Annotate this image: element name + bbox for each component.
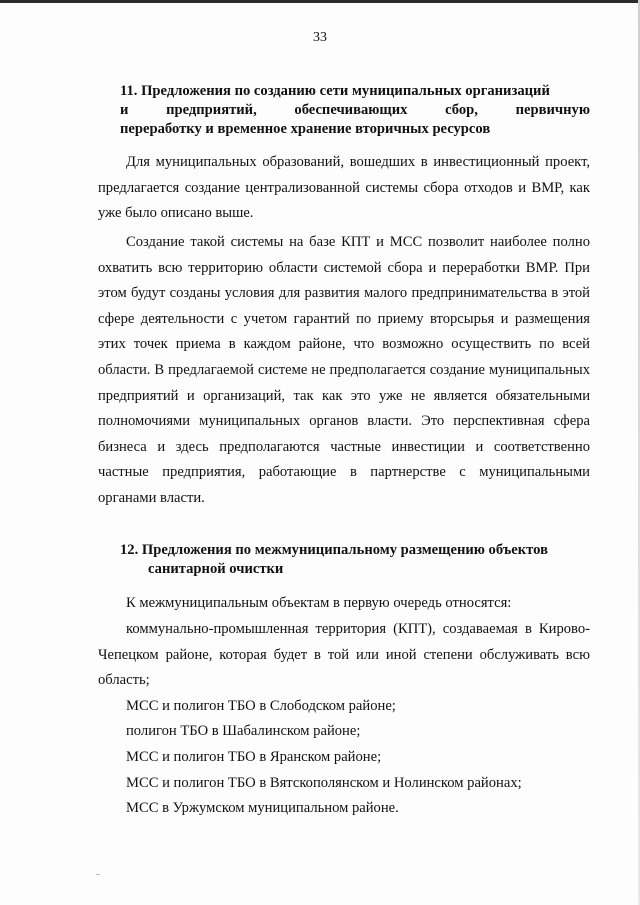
section-12-intro xyxy=(98,591,590,617)
list-item: МСС и полигон ТБО в Яранском районе; xyxy=(126,748,382,765)
scan-top-border xyxy=(0,0,640,3)
section-12-heading-line-2: санитарной очистки xyxy=(148,561,284,577)
section-11-heading-line-3: переработку и временное хранение вторичных ресурсов xyxy=(120,121,491,137)
section-12-intro-text: К межмуниципальным объектам в первую очередь относятся: xyxy=(126,595,512,611)
section-11-paragraph-2 xyxy=(98,230,590,512)
paragraph-2-text: Создание такой системы на базе КПТ и МСС позволит наиболее полно охватить всю территорию области системой сбора и переработки ВМР. При этом будут созданы условия для развития малого предпринимательства в этой сфере деятельности с учетом гарантий по приему вторсырья и размещения этих точек приема в каждом районе, что возможно осуществить по всей области. В предлагаемой системе не предполагается создание муниципальных предприятий и организаций, так как это уже не является обязательными полномочиями муниципальных органов власти. Это перспективная сфера бизнеса и здесь предполагаются частные инвестиции и соответственно частные предприятия, работающие в партнерстве с муниципальными органами власти. xyxy=(98,234,590,506)
list-item: МСС в Уржумском муниципальном районе. xyxy=(126,800,399,817)
list-item: МСС и полигон ТБО в Слободском районе; xyxy=(126,697,396,714)
list-item: коммунально-промышленная территория (КПТ), создаваемая в Кирово-Чепецком районе, которая будет в той или иной степени обслуживать всю область; xyxy=(98,621,590,689)
section-12-heading-line-1: 12. Предложения по межмуниципальному размещению объектов xyxy=(120,542,548,558)
list-item: полигон ТБО в Шабалинском районе; xyxy=(126,723,361,740)
list-item: МСС и полигон ТБО в Вятскополянском и Нолинском районах; xyxy=(126,774,522,791)
section-11-heading xyxy=(120,82,590,139)
page-number: 33 xyxy=(313,30,327,45)
section-11-heading-line-1: 11. Предложения по созданию сети муниципальных организаций xyxy=(120,83,550,99)
section-11-heading-line-2: и предприятий, обеспечивающих сбор, первичную xyxy=(120,102,590,118)
intermunicipal-objects-list xyxy=(98,617,590,822)
section-11-paragraph-1 xyxy=(98,150,590,227)
scan-speck xyxy=(96,874,100,875)
paragraph-1-text: Для муниципальных образований, вошедших в инвестиционный проект, предлагается создание централизованной системы сбора отходов и ВМР, как уже было описано выше. xyxy=(98,154,590,222)
section-12-heading xyxy=(120,541,590,579)
